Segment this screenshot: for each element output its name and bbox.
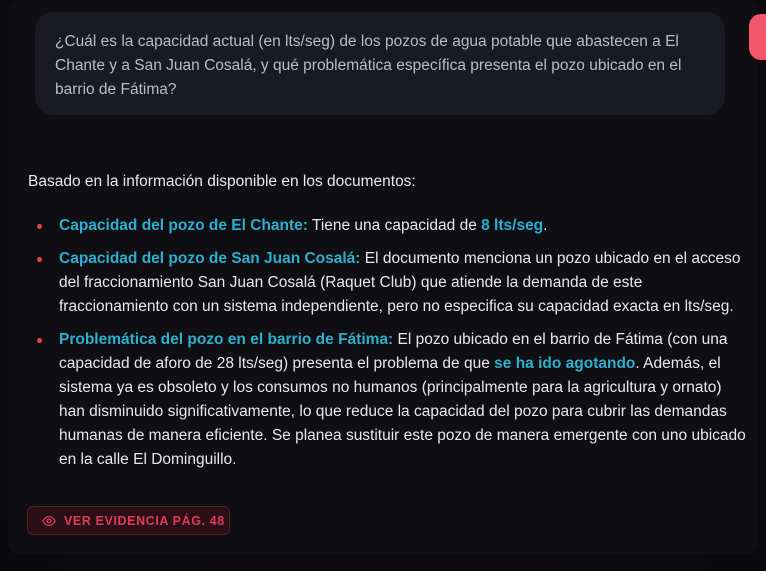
item-highlight: se ha ido agotando [494, 355, 636, 372]
item-text: El pozo ubicado en el barrio de Fátima (con una capacidad de aforo de 28 lts/seg) presenta el problema de que [59, 331, 728, 372]
list-item [28, 247, 748, 319]
bullet-icon [37, 224, 42, 229]
item-title: Capacidad del pozo de San Juan Cosalá: [59, 250, 361, 267]
assistant-answer [28, 170, 748, 481]
item-title: Problemática del pozo en el barrio de Fátima: [59, 331, 394, 348]
eye-icon [42, 514, 56, 528]
item-text: Tiene una capacidad de [307, 217, 482, 234]
item-text: . Además, el sistema ya es obsoleto y los consumos no humanos (principalmente para la agricultura y ornato) han disminuido significativamente, lo que reduce la capacidad del pozo para cubrir las demandas humanas de manera eficiente. Se planea sustituir este pozo de manera emergente con uno ubicado en la calle El Dominguillo. [59, 355, 746, 468]
list-item [28, 214, 748, 238]
bullet-icon [37, 338, 42, 343]
item-highlight: 8 lts/seg [481, 217, 544, 234]
list-item [28, 328, 748, 472]
answer-intro: Basado en la información disponible en los documentos: [28, 173, 416, 190]
bullet-icon [37, 257, 42, 262]
view-evidence-label: VER EVIDENCIA PÁG. 48 [64, 513, 225, 528]
answer-list [28, 214, 748, 472]
user-question-text: ¿Cuál es la capacidad actual (en lts/seg) de los pozos de agua potable que abastecen a El Chante y a San Juan Cosalá, y qué problemática específica presenta el pozo ubicado en el barrio de Fátima? [55, 33, 682, 98]
side-action-button[interactable] [749, 14, 766, 60]
item-title: Capacidad del pozo de El Chante: [59, 217, 308, 234]
item-text: . [543, 217, 548, 234]
item-text: El documento menciona un pozo ubicado en el acceso del fraccionamiento San Juan Cosalá (Raquet Club) que atiende la demanda de este fraccionamiento con un sistema independiente, pero no especifica su capacidad exacta en lts/seg. [59, 250, 741, 315]
user-question-bubble [35, 12, 725, 115]
view-evidence-button[interactable] [27, 506, 230, 535]
